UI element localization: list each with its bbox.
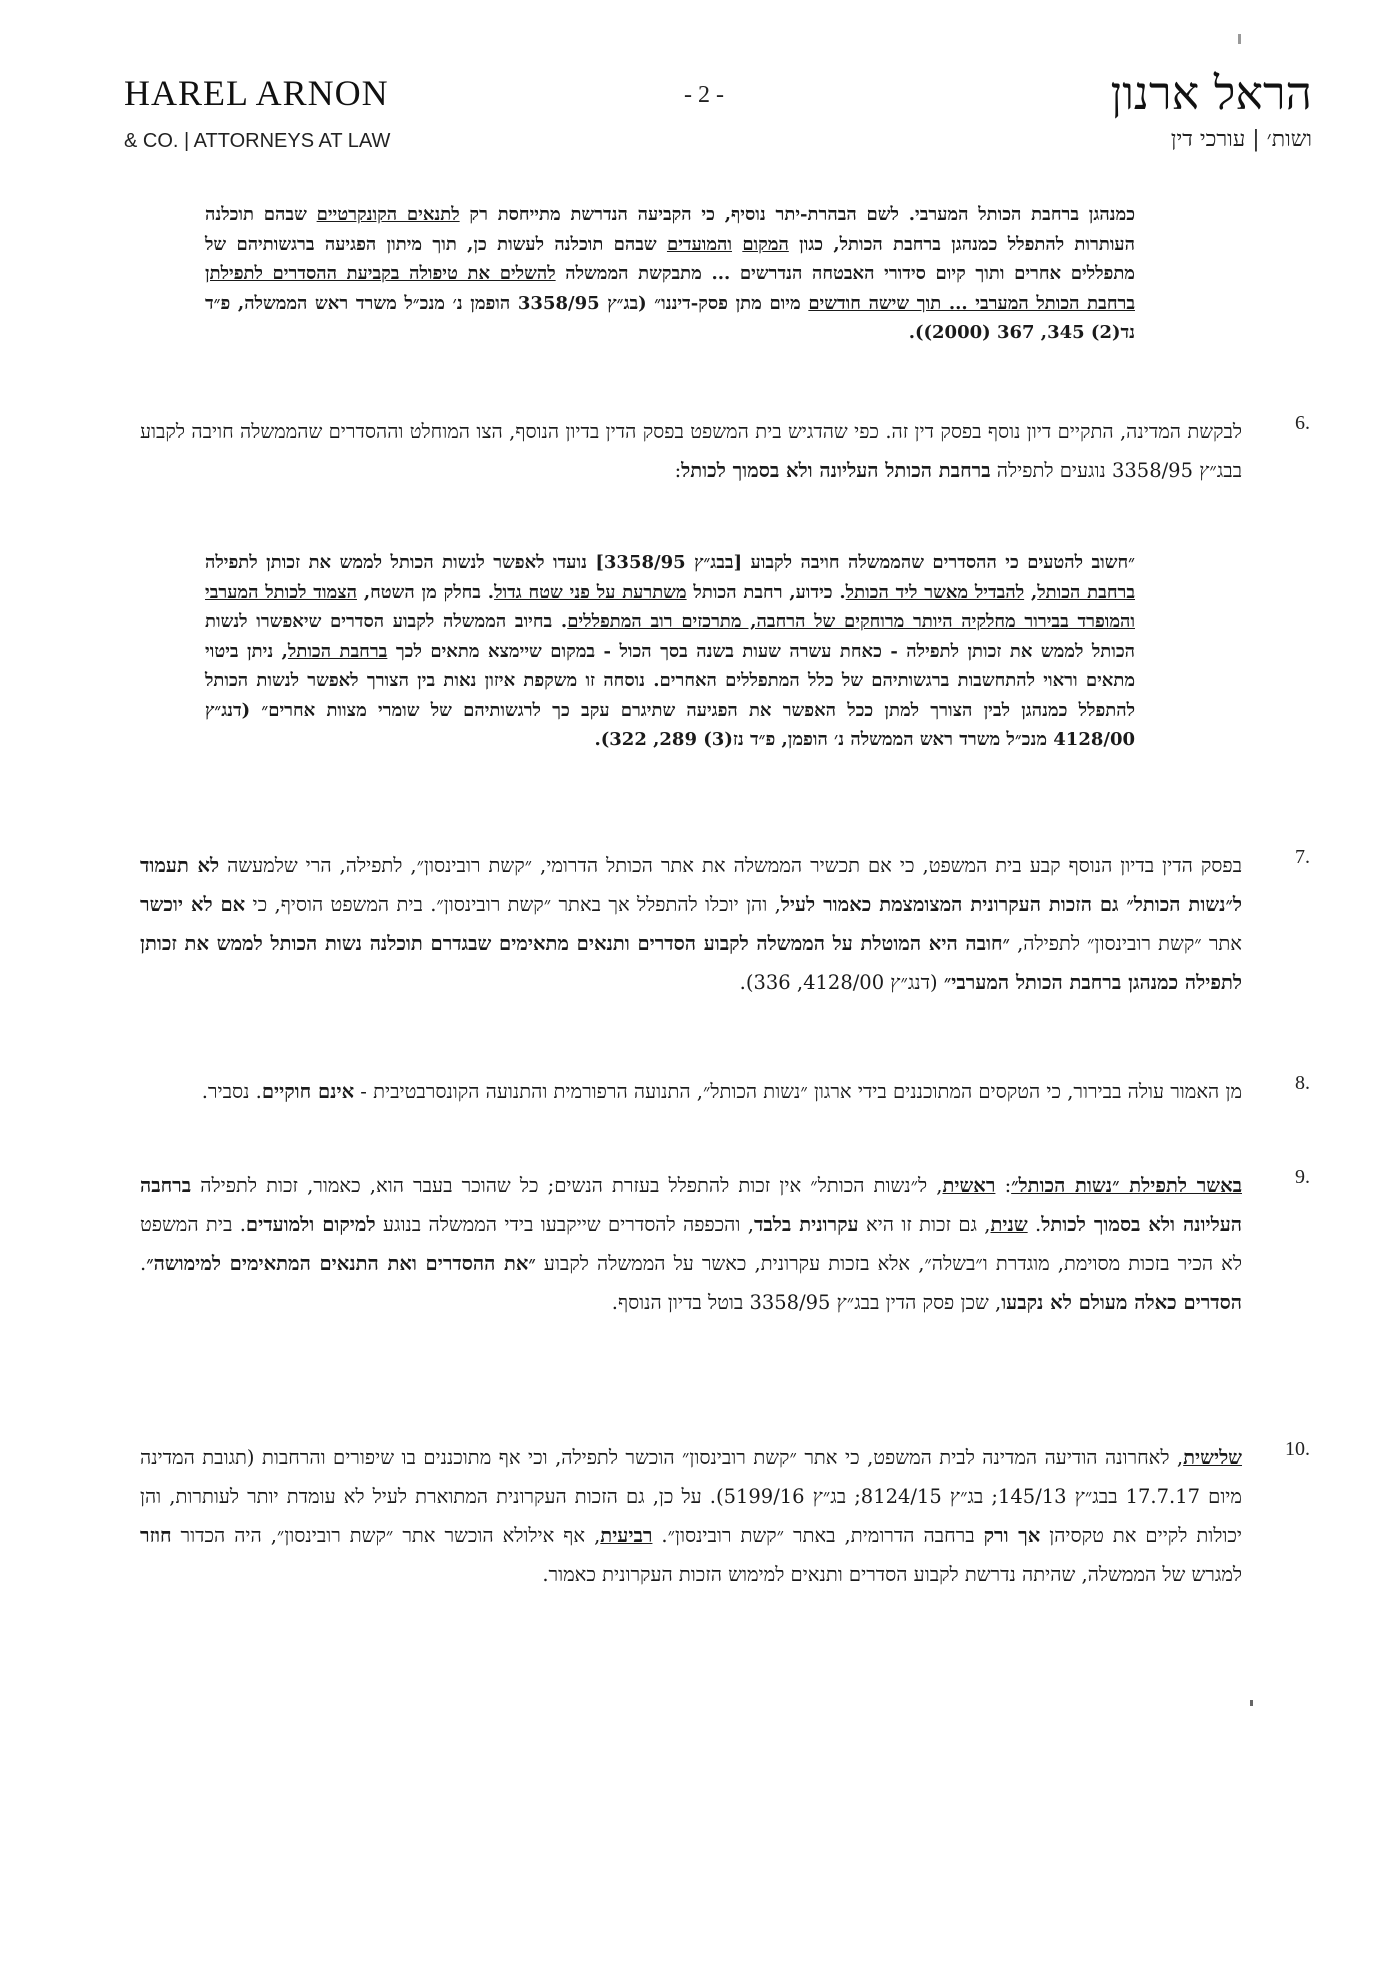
paragraph-text: שלישית, לאחרונה הודיעה המדינה לבית המשפט, כי אתר ״קשת רובינסון״ הוכשר לתפילה, וכי אף מתוכננים בו שיפורים והרחבות (תגובת המדינה מיום 17.7.17 בבג״ץ 145/13; בג״ץ 8124/15; בג״ץ 5199/16). על כן, גם הזכות העקרונית המתוארת לעיל לא עומדת יותר לעותרות, והן יכולות לקיים את טקסיהן אך ורק ברחבה הדרומית, באתר ״קשת רובינסון״. רביעית, אף אילולא הוכשר אתר ״קשת רובינסון״, היה הכדור חוזר למגרש של הממשלה, שהיתה נדרשת לקבוע הסדרים ותנאים למימוש הזכות העקרונית כאמור. — [140, 1446, 1242, 1586]
paragraph-text: מן האמור עולה בבירור, כי הטקסים המתוכננים בידי ארגון ״נשות הכותל״, התנועה הרפורמית והתנועה הקונסרבטיבית - אינם חוקיים. נסביר. — [201, 1080, 1242, 1103]
firm-name-hebrew: הראל ארנון — [1110, 66, 1312, 120]
block-quote-2: ״חשוב להטעים כי ההסדרים שהממשלה חויבה לקבוע [בבג״ץ 3358/95] נועדו לאפשר לנשות הכותל לממש את זכותן לתפילה ברחבת הכותל, להבדיל מאשר ליד הכותל. כידוע, רחבת הכותל משתרעת על פני שטח גדול. בחלק מן השטח, הצמוד לכותל המערבי והמופרד בבירור מחלקיה היותר מרוחקים של הרחבה, מתרכזים רוב המתפללים. בחיוב הממשלה לקבוע הסדרים שיאפשרו לנשות הכותל לממש את זכותן לתפילה - כאחת עשרה שעות בשנה בסך הכול - במקום שיימצא מתאים לכך ברחבת הכותל, ניתן ביטוי מתאים וראוי להתחשבות ברגשותיהם של כלל המתפללים האחרים. נוסחה זו משקפת איזון נאות בין הצורך לאפשר לנשות הכותל להתפלל כמנהגן לבין הצורך למתן ככל האפשר את הפגיעה שתיגרם עקב כך לרגשותיהם של שומרי מצוות אחרים״ (דנג״ץ 4128/00 מנכ״ל משרד ראש הממשלה נ׳ הופמן, פ״ד נז(3) 289, 322). — [205, 552, 1136, 750]
paragraph-text: באשר לתפילת ״נשות הכותל״: ראשית, ל״נשות הכותל״ אין זכות להתפלל בעזרת הנשים; כל שהוכר בעבר הוא, כאמור, זכות לתפילה ברחבה העליונה ולא בסמוך לכותל. שנית, גם זכות זו היא עקרונית בלבד, והכפפה להסדרים שייקבעו בידי הממשלה בנוגע למיקום ולמועדים. בית המשפט לא הכיר בזכות מסוימת, מוגדרת ו״בשלה״, אלא בזכות עקרונית, כאשר על הממשלה לקבוע ״את ההסדרים ואת התנאים המתאימים למימושה״. הסדרים כאלה מעולם לא נקבעו, שכן פסק הדין בבג״ץ 3358/95 בוטל בדיון הנוסף. — [140, 1174, 1243, 1314]
block-quote-1: כמנהגן ברחבת הכותל המערבי. לשם הבהרת-יתר נוסיף, כי הקביעה הנדרשת מתייחסת רק לתנאים הקונקרטיים שבהם תוכלנה העותרות להתפלל כמנהגן ברחבת הכותל, כגון המקום והמועדים שבהם תוכלנה לעשות כן, תוך מיתון הפגיעה ברגשותיהם של מתפללים אחרים ותוך קיום סידורי האבטחה הנדרשים ... מתבקשת הממשלה להשלים את טיפולה בקביעת ההסדרים לתפילתן ברחבת הכותל המערבי ... תוך שישה חודשים מיום מתן פסק-דיננו״ (בג״ץ 3358/95 הופמן נ׳ מנכ״ל משרד ראש הממשלה, פ״ד נד(2) 345, 367 (2000)). — [205, 204, 1135, 343]
paragraph-8 — [140, 1072, 1310, 1111]
scan-mark — [1238, 34, 1241, 44]
firm-name-english: HAREL ARNON — [124, 73, 389, 113]
paragraph-number: 8. — [1295, 1072, 1310, 1094]
paragraph-number: 7. — [1295, 846, 1310, 868]
paragraph-text: לבקשת המדינה, התקיים דיון נוסף בפסק דין זה. כפי שהדגיש בית המשפט בפסק הדין בדיון הנוסף, הצו המוחלט וההסדרים שהממשלה חויבה לקבוע בבג״ץ 3358/95 נוגעים לתפילה ברחבת הכותל העליונה ולא בסמוך לכותל: — [140, 420, 1242, 482]
page-number: - 2 - — [684, 82, 724, 108]
paragraph-number: 10. — [1285, 1438, 1310, 1460]
scan-mark — [1250, 1700, 1253, 1706]
letterhead — [124, 66, 1312, 162]
paragraph-text: בפסק הדין בדיון הנוסף קבע בית המשפט, כי אם תכשיר הממשלה את אתר הכותל הדרומי, ״קשת רובינסון״, לתפילה, הרי שלמעשה לא תעמוד ל״נשות הכותל״ גם הזכות העקרונית המצומצמת כאמור לעיל, והן יוכלו להתפלל אך באתר ״קשת רובינסון״. בית המשפט הוסיף, כי אם לא יוכשר אתר ״קשת רובינסון״ לתפילה, ״חובה היא המוטלת על הממשלה לקבוע הסדרים ותנאים מתאימים שבגדרם תוכלנה נשות הכותל לממש את זכותן לתפילה כמנהגן ברחבת הכותל המערבי״ (דנג״ץ 4128/00, 336). — [140, 854, 1242, 994]
firm-subtitle-hebrew: ושות׳ | עורכי דין — [1170, 127, 1312, 152]
paragraph-number: 6. — [1295, 412, 1310, 434]
paragraph-9 — [140, 1166, 1310, 1322]
firm-subtitle-english: & CO. | ATTORNEYS AT LAW — [124, 130, 391, 152]
paragraph-10 — [140, 1438, 1310, 1594]
paragraph-7 — [140, 846, 1310, 1002]
paragraph-number: 9. — [1295, 1166, 1310, 1188]
paragraph-6 — [140, 412, 1310, 490]
